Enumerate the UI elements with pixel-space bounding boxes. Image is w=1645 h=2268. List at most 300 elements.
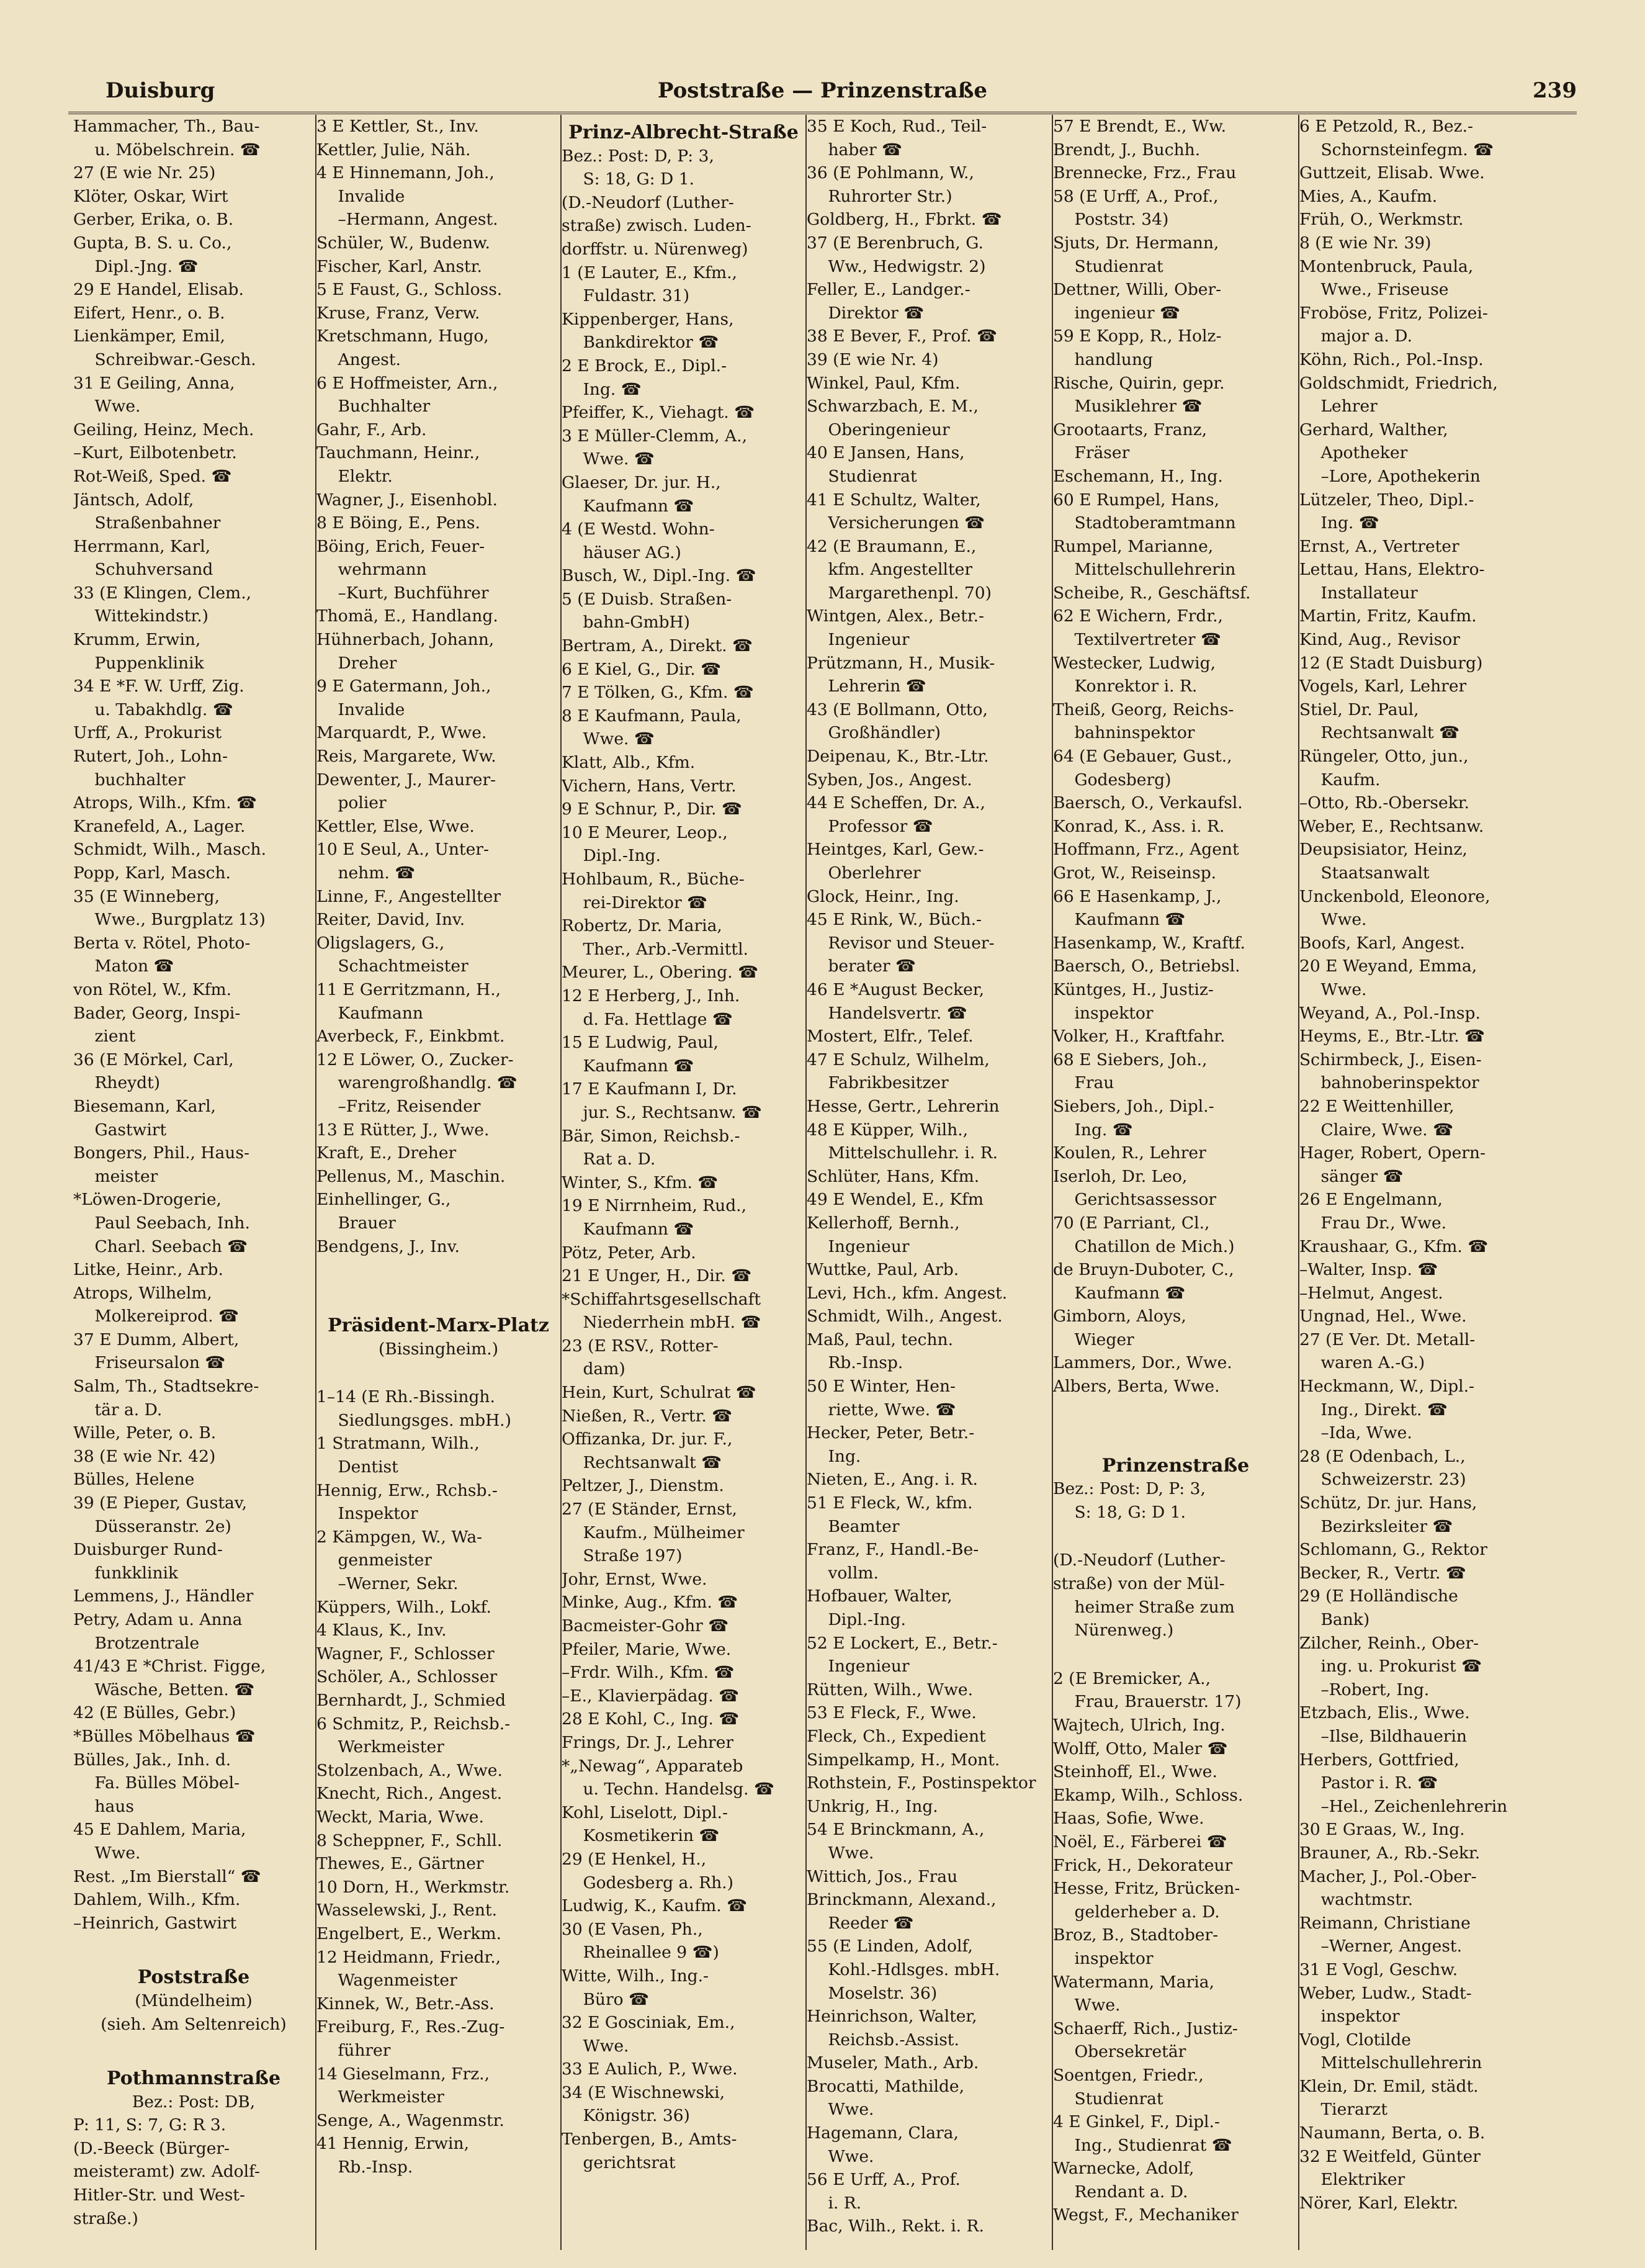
- directory-line: Ing., Direkt. ☎: [1320, 1400, 1448, 1420]
- directory-line: Freiburg, F., Res.-Zug-: [316, 2017, 505, 2037]
- directory-line: Guttzeit, Elisab. Wwe.: [1299, 163, 1485, 183]
- directory-line: Becker, R., Vertr. ☎: [1299, 1563, 1466, 1583]
- directory-line: 55 (E Linden, Adolf,: [807, 1937, 973, 1956]
- directory-line: Staatsanwalt: [1320, 863, 1430, 883]
- directory-line: Siedlungsges. mbH.): [338, 1410, 511, 1430]
- directory-line: 47 E Schulz, Wilhelm,: [807, 1050, 990, 1069]
- directory-line: wachtmstr.: [1320, 1890, 1414, 1910]
- directory-line: Kinnek, W., Betr.-Ass.: [316, 1994, 495, 2014]
- directory-line: Johr, Ernst, Wwe.: [562, 1569, 707, 1589]
- directory-line: wehrmann: [338, 560, 427, 580]
- directory-line: Wwe.: [583, 2036, 629, 2056]
- directory-line: Albers, Berta, Wwe.: [1053, 1377, 1220, 1397]
- directory-line: –Hermann, Angest.: [338, 210, 498, 230]
- directory-line: Reiter, David, Inv.: [316, 910, 465, 930]
- directory-line: Wwe. ☎: [583, 449, 655, 469]
- directory-line: Duisburger Rund-: [73, 1540, 223, 1560]
- directory-line: Hager, Robert, Opern-: [1299, 1143, 1486, 1163]
- directory-line: bahn-GmbH): [583, 613, 690, 632]
- directory-line: von Rötel, W., Kfm.: [73, 979, 232, 999]
- directory-line: kfm. Angestellter: [828, 560, 973, 580]
- directory-line: 3 E Kettler, St., Inv.: [316, 117, 479, 136]
- directory-line: Wwe., Burgplatz 13): [94, 910, 266, 930]
- directory-line: Schaerff, Rich., Justiz-: [1053, 2018, 1238, 2038]
- directory-line: Installateur: [1320, 583, 1418, 603]
- directory-line: *Löwen-Drogerie,: [73, 1190, 222, 1210]
- directory-line: Rat a. D.: [583, 1150, 656, 1169]
- directory-line: Fischer, Karl, Anstr.: [316, 256, 482, 276]
- directory-line: u. Tabakhdlg. ☎: [94, 700, 233, 719]
- directory-line: Schuhversand: [94, 560, 213, 580]
- directory-line: Buchhalter: [338, 397, 431, 416]
- directory-line: Kaufmann ☎: [1074, 1283, 1186, 1303]
- directory-line: Margarethenpl. 70): [828, 583, 992, 603]
- street-heading: Poststraße: [137, 1966, 250, 1989]
- directory-line: 41 E Schultz, Walter,: [807, 490, 981, 510]
- directory-line: –Walter, Insp. ☎: [1299, 1260, 1438, 1280]
- directory-line: 31 E Vogl, Geschw.: [1299, 1960, 1458, 1979]
- directory-line: Knecht, Rich., Angest.: [316, 1784, 503, 1804]
- directory-line: haber ☎: [828, 140, 903, 160]
- directory-line: Winkel, Paul, Kfm.: [807, 373, 961, 393]
- spacer: [73, 2036, 314, 2061]
- directory-line: Brauner, A., Rb.-Sekr.: [1299, 1843, 1481, 1863]
- directory-line: Godesberg a. Rh.): [583, 1873, 733, 1892]
- directory-line: 51 E Fleck, W., kfm.: [807, 1493, 973, 1513]
- directory-line: Fleck, Ch., Expedient: [807, 1726, 986, 1746]
- directory-line: 29 E Handel, Elisab.: [73, 280, 244, 300]
- directory-line: 3 E Müller-Clemm, A.,: [562, 426, 748, 446]
- directory-line: Heintges, Karl, Gew.-: [807, 840, 984, 860]
- directory-line: 5 (E Duisb. Straßen-: [562, 589, 732, 609]
- directory-line: Bacmeister-Gohr ☎: [562, 1616, 729, 1636]
- directory-line: Ungnad, Hel., Wwe.: [1299, 1307, 1467, 1326]
- directory-line: 36 (E Mörkel, Carl,: [73, 1050, 234, 1069]
- directory-line: Lettau, Hans, Elektro-: [1299, 560, 1485, 580]
- directory-line: 12 (E Stadt Duisburg): [1299, 653, 1483, 673]
- directory-line: –Werner, Sekr.: [338, 1574, 459, 1594]
- directory-line: 30 E Graas, W., Ing.: [1299, 1820, 1465, 1840]
- directory-line: Kettler, Else, Wwe.: [316, 816, 475, 836]
- directory-line: Pastor i. R. ☎: [1320, 1773, 1438, 1793]
- directory-line: Unkrig, H., Ing.: [807, 1796, 938, 1816]
- directory-line: Paul Seebach, Inh.: [94, 1213, 250, 1233]
- directory-line: 14 Gieselmann, Frz.,: [316, 2064, 490, 2084]
- directory-line: 8 (E wie Nr. 39): [1299, 233, 1432, 253]
- directory-line: 21 E Unger, H., Dir. ☎: [562, 1266, 752, 1286]
- directory-line: Textilvertreter ☎: [1074, 630, 1222, 650]
- directory-line: 36 (E Pohlmann, W.,: [807, 163, 974, 183]
- directory-line: 11 E Gerritzmann, H.,: [316, 979, 501, 999]
- directory-line: 43 (E Bollmann, Otto,: [807, 700, 988, 719]
- directory-line: Beamter: [828, 1516, 900, 1536]
- directory-line: Großhändler): [828, 723, 941, 743]
- directory-line: d. Fa. Hettlage ☎: [583, 1009, 733, 1029]
- directory-line: Rumpel, Marianne,: [1053, 536, 1214, 556]
- directory-line: Robertz, Dr. Maria,: [562, 916, 722, 936]
- directory-line: Etzbach, Elis., Wwe.: [1299, 1703, 1470, 1723]
- directory-line: Baersch, O., Verkaufsl.: [1053, 793, 1243, 813]
- directory-line: Klöter, Oskar, Wirt: [73, 186, 228, 206]
- directory-line: 53 E Fleck, F., Wwe.: [807, 1703, 977, 1723]
- directory-line: Steinhoff, El., Wwe.: [1053, 1762, 1217, 1782]
- directory-line: Rütten, Wilh., Wwe.: [807, 1680, 974, 1699]
- directory-line: –E., Klavierpädag. ☎: [562, 1686, 740, 1706]
- directory-line: Bülles, Helene: [73, 1470, 195, 1490]
- directory-line: 10 E Meurer, Leop.,: [562, 822, 728, 842]
- directory-line: Bär, Simon, Reichsb.-: [562, 1126, 740, 1146]
- directory-line: Hennig, Erw., Rchsb.-: [316, 1480, 498, 1500]
- directory-line: Stolzenbach, A., Wwe.: [316, 1760, 503, 1780]
- directory-line: 2 Kämpgen, W., Wa-: [316, 1527, 483, 1547]
- directory-line: berater ☎: [828, 956, 916, 976]
- directory-line: 8 E Böing, E., Pens.: [316, 513, 480, 533]
- directory-line: Jäntsch, Adolf,: [73, 490, 194, 510]
- directory-line: Pötz, Peter, Arb.: [562, 1243, 696, 1262]
- spacer: [1053, 1423, 1298, 1448]
- directory-line: (D.-Beeck (Bürger-: [73, 2138, 230, 2158]
- directory-line: Puppenklinik: [94, 653, 204, 673]
- directory-line: 50 E Winter, Hen-: [807, 1377, 956, 1397]
- directory-line: Levi, Hch., kfm. Angest.: [807, 1283, 1008, 1303]
- directory-column-4: [805, 115, 1052, 2250]
- directory-line: 4 (E Westd. Wohn-: [562, 520, 715, 539]
- directory-line: major a. D.: [1320, 326, 1412, 346]
- directory-line: Maß, Paul, techn.: [807, 1330, 954, 1349]
- directory-line: Wwe.: [94, 1843, 141, 1863]
- directory-line: Heyms, E., Btr.-Ltr. ☎: [1299, 1027, 1486, 1046]
- directory-line: –Fritz, Reisender: [338, 1096, 481, 1116]
- directory-line: 1 (E Lauter, E., Kfm.,: [562, 263, 737, 282]
- directory-line: Kruse, Franz, Verw.: [316, 303, 480, 323]
- directory-line: Haas, Sofie, Wwe.: [1053, 1809, 1204, 1829]
- directory-line: Brendt, J., Buchh.: [1053, 140, 1201, 160]
- directory-line: Vogels, Karl, Lehrer: [1299, 677, 1467, 696]
- directory-line: straße.): [73, 2208, 138, 2228]
- directory-line: 42 (E Bülles, Gebr.): [73, 1703, 236, 1723]
- directory-line: Wittekindstr.): [94, 606, 208, 626]
- directory-line: 48 E Küpper, Wilh.,: [807, 1120, 969, 1140]
- directory-line: Montenbruck, Paula,: [1299, 256, 1474, 276]
- directory-line: Noël, E., Färberei ☎: [1053, 1832, 1227, 1852]
- directory-line: Dipl.-Ing.: [583, 846, 661, 866]
- directory-line: Elektriker: [1320, 2170, 1405, 2190]
- directory-line: 7 E Tölken, G., Kfm. ☎: [562, 683, 754, 703]
- directory-line: Frings, Dr. J., Lehrer: [562, 1732, 734, 1752]
- directory-line: 31 E Geiling, Anna,: [73, 373, 235, 393]
- directory-line: Hoffmann, Frz., Agent: [1053, 840, 1239, 860]
- directory-line: meister: [94, 1166, 158, 1186]
- directory-line: Rb.-Insp.: [828, 1353, 903, 1373]
- directory-line: Warnecke, Adolf,: [1053, 2159, 1195, 2179]
- directory-column-5: [1052, 115, 1298, 2250]
- directory-line: Fräser: [1074, 443, 1130, 463]
- directory-line: Klatt, Alb., Kfm.: [562, 753, 696, 773]
- directory-line: 32 E Gosciniak, Em.,: [562, 2013, 735, 2033]
- directory-line: warengroßhandlg. ☎: [338, 1073, 518, 1093]
- directory-line: 68 E Siebers, Joh.,: [1053, 1050, 1208, 1069]
- directory-line: Siebers, Joh., Dipl.-: [1053, 1096, 1214, 1116]
- directory-line: Lienkämper, Emil,: [73, 326, 225, 346]
- directory-line: Gahr, F., Arb.: [316, 420, 427, 439]
- directory-line: 23 (E RSV., Rotter-: [562, 1336, 719, 1356]
- directory-line: Hühnerbach, Johann,: [316, 630, 495, 650]
- directory-line: inspektor: [1320, 2007, 1400, 2027]
- directory-line: Eifert, Henr., o. B.: [73, 303, 225, 323]
- directory-line: meisteramt) zw. Adolf-: [73, 2162, 260, 2182]
- directory-line: 12 E Herberg, J., Inh.: [562, 986, 740, 1006]
- directory-line: 49 E Wendel, E., Kfm: [807, 1190, 984, 1210]
- directory-line: Pellenus, M., Maschin.: [316, 1166, 506, 1186]
- header-streets: Poststraße — Prinzenstraße: [657, 78, 988, 103]
- directory-line: 1 Stratmann, Wilh.,: [316, 1434, 480, 1454]
- directory-line: Kraft, E., Dreher: [316, 1143, 457, 1163]
- directory-line: Engelbert, E., Werkm.: [316, 1924, 501, 1943]
- directory-line: Wwe.: [828, 2100, 874, 2120]
- directory-line: 32 E Weitfeld, Günter: [1299, 2146, 1481, 2166]
- directory-line: Werkmeister: [338, 1737, 444, 1757]
- directory-line: 9 E Schnur, P., Dir. ☎: [562, 799, 742, 819]
- directory-line: Direktor ☎: [828, 303, 925, 323]
- directory-line: Studienrat: [828, 466, 917, 486]
- directory-line: Baersch, O., Betriebsl.: [1053, 956, 1240, 976]
- directory-line: 27 (E wie Nr. 25): [73, 163, 216, 183]
- directory-line: Kaufmann: [338, 1003, 423, 1023]
- directory-line: Elektr.: [338, 466, 393, 486]
- directory-line: P: 11, S: 7, G: R 3.: [73, 2115, 226, 2135]
- directory-line: 45 E Dahlem, Maria,: [73, 1820, 246, 1840]
- directory-line: Petry, Adam u. Anna: [73, 1610, 243, 1629]
- directory-line: Chatillon de Mich.): [1074, 1236, 1235, 1256]
- directory-line: S: 18, G: D 1.: [583, 169, 694, 189]
- directory-line: Ernst, A., Vertreter: [1299, 536, 1459, 556]
- directory-line: Kraushaar, G., Kfm. ☎: [1299, 1236, 1489, 1256]
- directory-line: 6 E Hoffmeister, Arn.,: [316, 373, 498, 393]
- directory-line: jur. S., Rechtsanw. ☎: [583, 1102, 762, 1122]
- directory-line: waren A.-G.): [1320, 1353, 1425, 1373]
- directory-line: Kosmetikerin ☎: [583, 1826, 720, 1846]
- directory-line: –Helmut, Angest.: [1299, 1283, 1443, 1303]
- directory-line: Wintgen, Alex., Betr.-: [807, 606, 984, 626]
- directory-line: Peltzer, J., Dienstm.: [562, 1476, 724, 1496]
- directory-line: Scheibe, R., Geschäftsf.: [1053, 583, 1251, 603]
- directory-line: Wagner, J., Eisenhobl.: [316, 490, 498, 510]
- directory-line: Watermann, Maria,: [1053, 1972, 1214, 1992]
- directory-line: –Ida, Wwe.: [1320, 1423, 1412, 1443]
- directory-line: Hasenkamp, W., Kraftf.: [1053, 933, 1245, 953]
- directory-line: Wagner, F., Schlosser: [316, 1644, 495, 1663]
- directory-column-1: [73, 115, 314, 2250]
- directory-line: ingenieur ☎: [1074, 303, 1181, 323]
- directory-line: sänger ☎: [1320, 1166, 1404, 1186]
- directory-line: Brinckmann, Alexand.,: [807, 1890, 997, 1910]
- directory-line: ing. u. Prokurist ☎: [1320, 1657, 1482, 1676]
- directory-line: (Bissingheim.): [378, 1339, 499, 1359]
- directory-line: Wwe.: [828, 1843, 874, 1863]
- directory-line: Grot, W., Reiseinsp.: [1053, 863, 1217, 883]
- directory-line: Charl. Seebach ☎: [94, 1236, 248, 1256]
- directory-line: Geiling, Heinz, Mech.: [73, 420, 254, 439]
- directory-line: Königstr. 36): [583, 2106, 690, 2126]
- directory-line: 2 (E Bremicker, A.,: [1053, 1668, 1211, 1688]
- directory-line: Kaufmann ☎: [1074, 910, 1186, 930]
- directory-line: Wwe.: [1320, 910, 1367, 930]
- directory-line: Ing. ☎: [583, 379, 642, 399]
- directory-line: Linne, F., Angestellter: [316, 886, 501, 906]
- directory-line: Kaufm.: [1320, 770, 1381, 790]
- directory-line: Winter, S., Kfm. ☎: [562, 1172, 719, 1192]
- directory-line: 8 Scheppner, F., Schll.: [316, 1830, 503, 1850]
- directory-line: Nieten, E., Ang. i. R.: [807, 1470, 978, 1490]
- directory-line: Schmidt, Wilh., Masch.: [73, 840, 267, 860]
- directory-line: dam): [583, 1359, 625, 1379]
- directory-line: Handelsvertr. ☎: [828, 1003, 967, 1023]
- directory-line: Deipenau, K., Btr.-Ltr.: [807, 747, 989, 767]
- directory-line: Oligslagers, G.,: [316, 933, 445, 953]
- directory-line: Thewes, E., Gärtner: [316, 1854, 484, 1874]
- directory-line: Herrmann, Karl,: [73, 536, 211, 556]
- directory-line: inspektor: [1074, 1948, 1154, 1968]
- directory-line: Musiklehrer ☎: [1074, 397, 1203, 416]
- directory-line: 33 E Aulich, P., Wwe.: [562, 2059, 738, 2079]
- directory-line: Früh, O., Werkmstr.: [1299, 210, 1464, 230]
- directory-line: Bankdirektor ☎: [583, 333, 719, 353]
- directory-line: Hohlbaum, R., Büche-: [562, 870, 745, 889]
- directory-line: Lützeler, Theo, Dipl.-: [1299, 490, 1474, 510]
- directory-line: (D.-Neudorf (Luther-: [1053, 1550, 1226, 1570]
- directory-line: Unckenbold, Eleonore,: [1299, 886, 1490, 906]
- directory-line: Straßenbahner: [94, 513, 221, 533]
- directory-line: –Kurt, Buchführer: [338, 583, 489, 603]
- directory-line: (D.-Neudorf (Luther-: [562, 192, 734, 212]
- directory-line: Bendgens, J., Inv.: [316, 1236, 460, 1256]
- directory-line: Böing, Erich, Feuer-: [316, 536, 485, 556]
- directory-line: Ing.: [828, 1446, 861, 1466]
- directory-line: –Otto, Rb.-Obersekr.: [1299, 793, 1469, 813]
- directory-line: *Bülles Möbelhaus ☎: [73, 1726, 256, 1746]
- directory-line: –Heinrich, Gastwirt: [73, 1913, 237, 1933]
- directory-line: 41 Hennig, Erwin,: [316, 2134, 470, 2154]
- directory-line: Kretschmann, Hugo,: [316, 326, 489, 346]
- directory-line: de Bruyn-Duboter, C.,: [1053, 1260, 1234, 1280]
- directory-line: handlung: [1074, 349, 1153, 369]
- spacer: [1053, 1398, 1298, 1423]
- directory-line: 57 E Brendt, E., Ww.: [1053, 117, 1227, 136]
- directory-line: –Kurt, Eilbotenbetr.: [73, 443, 237, 463]
- directory-line: Studienrat: [1074, 2089, 1163, 2108]
- directory-line: Friseursalon ☎: [94, 1353, 226, 1373]
- directory-line: Brotzentrale: [94, 1633, 200, 1653]
- directory-line: Kohl.-Hdlsges. mbH.: [828, 1960, 1000, 1979]
- directory-line: Ruhrorter Str.): [828, 186, 952, 206]
- directory-line: Schornsteinfegm. ☎: [1320, 140, 1494, 160]
- spacer: [316, 1258, 560, 1283]
- directory-line: Lehrer: [1320, 397, 1378, 416]
- directory-line: zient: [94, 1027, 136, 1046]
- directory-line: häuser AG.): [583, 542, 681, 562]
- directory-line: 70 (E Parriant, Cl.,: [1053, 1213, 1210, 1233]
- directory-line: Franz, F., Handl.-Be-: [807, 1540, 979, 1560]
- directory-line: Naumann, Berta, o. B.: [1299, 2123, 1486, 2143]
- spacer: [316, 1361, 560, 1385]
- directory-line: Krumm, Erwin,: [73, 630, 201, 650]
- directory-line: Schweizerstr. 23): [1320, 1470, 1466, 1490]
- directory-line: Claire, Wwe. ☎: [1320, 1120, 1454, 1140]
- directory-line: Einhellinger, G.,: [316, 1190, 451, 1210]
- directory-line: Bank): [1320, 1610, 1370, 1629]
- directory-line: *„Newag“, Apparateb: [562, 1756, 743, 1776]
- header-city: Duisburg: [105, 78, 215, 103]
- directory-line: 4 E Hinnemann, Joh.,: [316, 163, 495, 183]
- directory-line: gerichtsrat: [583, 2153, 676, 2172]
- directory-line: Büro ☎: [583, 1989, 650, 2009]
- directory-line: Dipl.-Jng. ☎: [94, 256, 199, 276]
- directory-line: Averbeck, F., Einkbmt.: [316, 1027, 505, 1046]
- directory-line: Wäsche, Betten. ☎: [94, 1680, 255, 1699]
- directory-line: 30 (E Vasen, Ph.,: [562, 1919, 703, 1939]
- directory-line: –Lore, Apothekerin: [1320, 466, 1481, 486]
- directory-line: Wieger: [1074, 1330, 1134, 1349]
- directory-line: Dewenter, J., Maurer-: [316, 770, 496, 790]
- directory-line: Rot-Weiß, Sped. ☎: [73, 466, 232, 486]
- directory-line: 44 E Scheffen, Dr. A.,: [807, 793, 985, 813]
- directory-line: Tierarzt: [1320, 2100, 1388, 2120]
- directory-line: Tauchmann, Heinr.,: [316, 443, 480, 463]
- directory-line: Bez.: Post: D, P: 3,: [562, 146, 714, 166]
- directory-line: 35 (E Winneberg,: [73, 886, 220, 906]
- directory-line: Koulen, R., Lehrer: [1053, 1143, 1206, 1163]
- directory-line: Wagenmeister: [338, 1971, 457, 1991]
- directory-line: Marquardt, P., Wwe.: [316, 723, 487, 743]
- directory-line: Fabrikbesitzer: [828, 1073, 949, 1093]
- directory-line: Brauer: [338, 1213, 396, 1233]
- directory-line: Studienrat: [1074, 256, 1163, 276]
- directory-line: Bongers, Phil., Haus-: [73, 1143, 249, 1163]
- directory-line: Dipl.-Ing.: [828, 1610, 906, 1629]
- directory-line: Kaufmann ☎: [583, 1056, 694, 1076]
- directory-line: Molkereiprod. ☎: [94, 1307, 239, 1326]
- directory-line: 42 (E Braumann, E.,: [807, 536, 977, 556]
- directory-line: Museler, Math., Arb.: [807, 2053, 979, 2073]
- directory-line: gelderheber a. D.: [1074, 1902, 1220, 1922]
- directory-line: straße) zwisch. Luden-: [562, 216, 751, 236]
- directory-line: Hammacher, Th., Bau-: [73, 117, 260, 136]
- directory-line: 10 Dorn, H., Werkmstr.: [316, 1877, 510, 1897]
- directory-line: Schlüter, Hans, Kfm.: [807, 1166, 980, 1186]
- directory-line: Reis, Margarete, Ww.: [316, 747, 496, 767]
- directory-line: Oberingenieur: [828, 420, 950, 439]
- directory-line: Busch, W., Dipl.-Ing. ☎: [562, 566, 756, 586]
- directory-line: Rest. „Im Bierstall“ ☎: [73, 1866, 261, 1886]
- directory-line: S: 18, G: D 1.: [1074, 1502, 1186, 1522]
- directory-line: Ww., Hedwigstr. 2): [828, 256, 986, 276]
- directory-line: Frick, H., Dekorateur: [1053, 1855, 1233, 1875]
- directory-line: Mittelschullehrerin: [1074, 560, 1236, 580]
- directory-line: 27 (E Ständer, Ernst,: [562, 1500, 737, 1519]
- directory-line: Godesberg): [1074, 770, 1172, 790]
- directory-line: Mies, A., Kaufm.: [1299, 186, 1438, 206]
- spacer: [316, 1283, 560, 1308]
- directory-line: Berta v. Rötel, Photo-: [73, 933, 251, 953]
- spacer: [1053, 1642, 1298, 1667]
- directory-line: Fa. Bülles Möbel-: [94, 1773, 240, 1793]
- directory-line: Werkmeister: [338, 2087, 444, 2107]
- directory-line: Gerhard, Walther,: [1299, 420, 1448, 439]
- directory-line: Litke, Heinr., Arb.: [73, 1260, 223, 1280]
- directory-line: Dentist: [338, 1457, 398, 1477]
- directory-line: Martin, Fritz, Kaufm.: [1299, 606, 1477, 626]
- directory-line: Rische, Quirin, gepr.: [1053, 373, 1225, 393]
